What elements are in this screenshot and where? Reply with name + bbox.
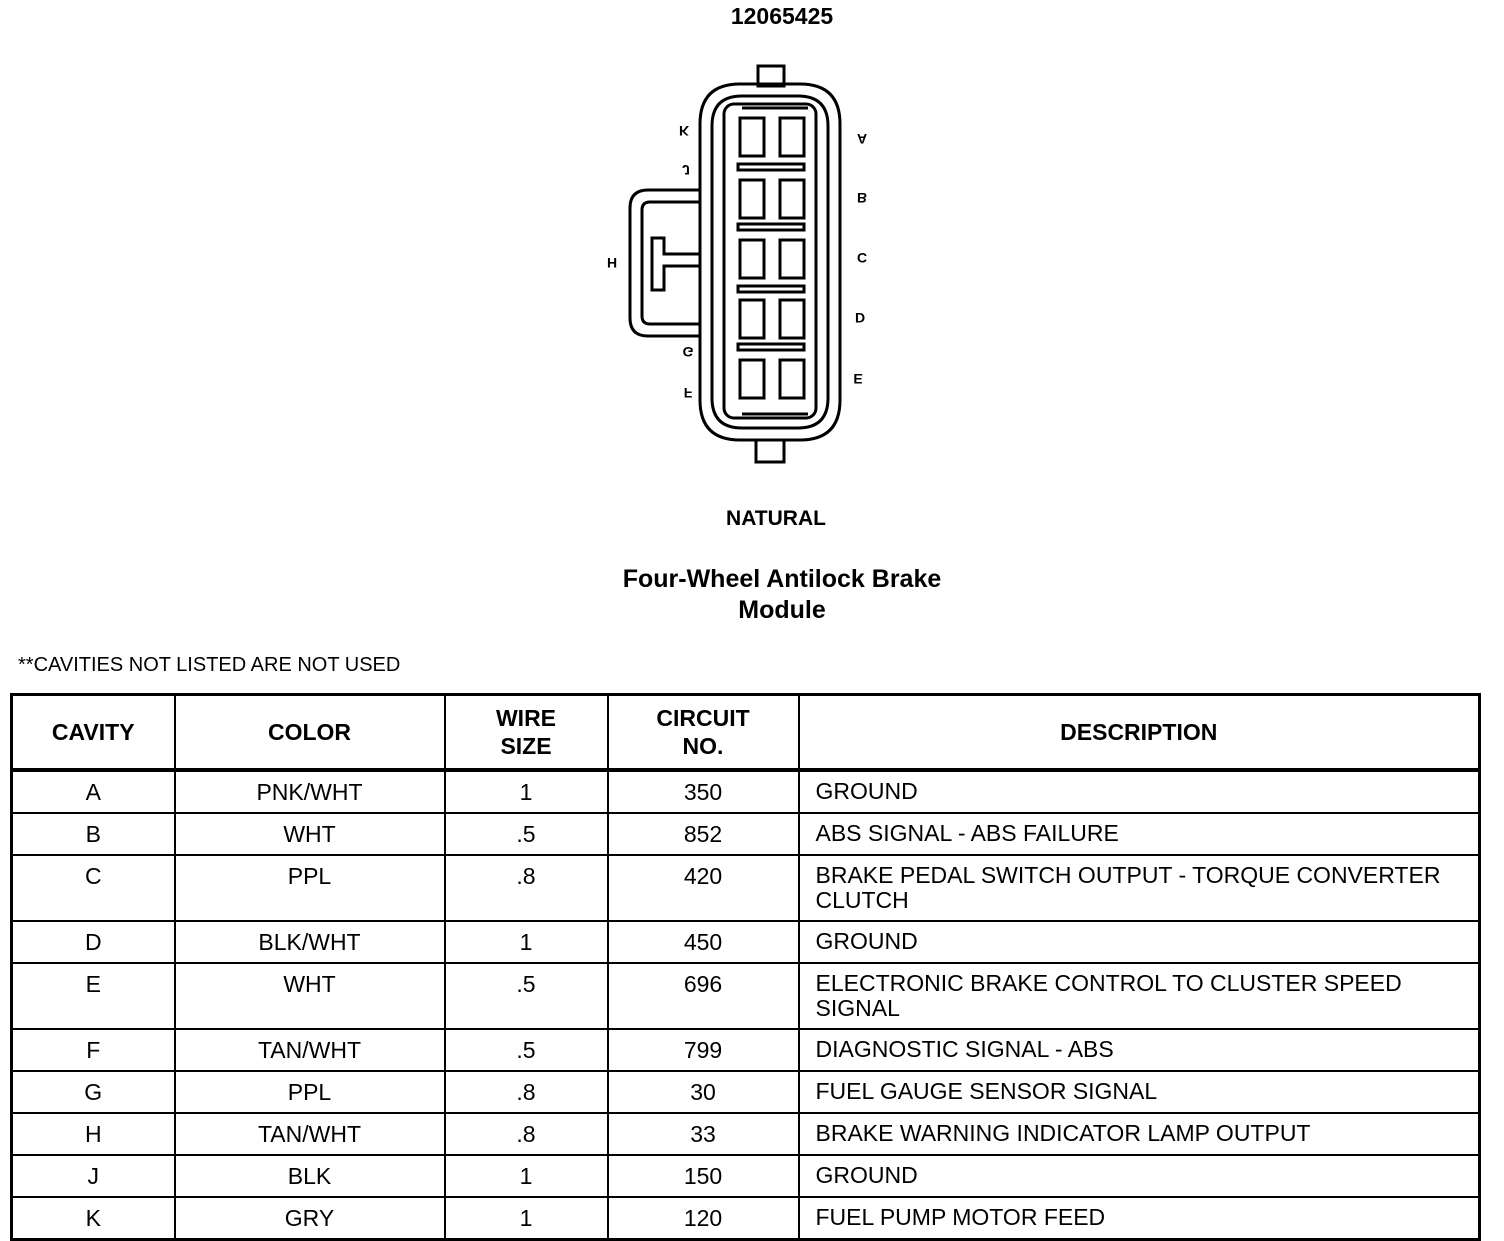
cavity-label-j: J (682, 162, 690, 178)
cell-description: DIAGNOSTIC SIGNAL - ABS (799, 1029, 1480, 1071)
cell-cavity: E (12, 963, 175, 1029)
inner-shell (712, 96, 828, 428)
cell-wire-size: .8 (445, 1113, 608, 1155)
cell-description: ELECTRONIC BRAKE CONTROL TO CLUSTER SPEED SIGNAL (799, 963, 1480, 1029)
header-wire-size (445, 695, 608, 771)
terminal-cavity (780, 118, 804, 156)
terminal-cavity (740, 118, 764, 156)
header-wire-size-2: SIZE (500, 733, 552, 759)
cell-cavity: G (12, 1071, 175, 1113)
table-row (12, 770, 1480, 813)
cell-description: GROUND (799, 770, 1480, 813)
table-row (12, 1029, 1480, 1071)
cell-cavity: J (12, 1155, 175, 1197)
cell-description: GROUND (799, 1155, 1480, 1197)
terminal-cavity (780, 300, 804, 338)
cell-circuit: 852 (608, 813, 799, 855)
cell-description: BRAKE PEDAL SWITCH OUTPUT - TORQUE CONVERTER CLUTCH (799, 855, 1480, 921)
cell-cavity: D (12, 921, 175, 963)
cell-description: FUEL GAUGE SENSOR SIGNAL (799, 1071, 1480, 1113)
cell-color: GRY (175, 1197, 445, 1240)
header-row (12, 695, 1480, 771)
cell-circuit: 30 (608, 1071, 799, 1113)
cell-description: FUEL PUMP MOTOR FEED (799, 1197, 1480, 1240)
table-row (12, 921, 1480, 963)
table-row (12, 1197, 1480, 1240)
header-wire-size-1: WIRE (495, 705, 557, 731)
cell-color: PNK/WHT (175, 770, 445, 813)
pinout-table (10, 693, 1481, 1241)
cell-wire-size: 1 (445, 1197, 608, 1240)
cell-description: GROUND (799, 921, 1480, 963)
cavity-body (724, 104, 816, 418)
table-row (12, 1155, 1480, 1197)
cell-cavity: F (12, 1029, 175, 1071)
cell-wire-size: 1 (445, 770, 608, 813)
bottom-latch (756, 440, 784, 462)
cavity-label-d: D (854, 310, 866, 326)
cell-color: WHT (175, 963, 445, 1029)
cavity-label-c: C (856, 250, 868, 266)
header-circuit-1: CIRCUIT (656, 705, 750, 731)
table-row (12, 813, 1480, 855)
cavity-label-k: K (678, 123, 690, 139)
terminal-cavity (740, 360, 764, 398)
connector-diagram (0, 0, 1504, 500)
cell-circuit: 420 (608, 855, 799, 921)
cell-description: BRAKE WARNING INDICATOR LAMP OUTPUT (799, 1113, 1480, 1155)
cavity-label-a: A (856, 131, 868, 147)
connector-color: NATURAL (726, 507, 826, 530)
cell-color: PPL (175, 855, 445, 921)
part-number: 12065425 (730, 3, 834, 29)
table-row (12, 963, 1480, 1029)
terminal-cavity (780, 240, 804, 278)
cavity-label-e: E (853, 371, 863, 387)
title-line-2: Module (738, 596, 826, 624)
cell-circuit: 696 (608, 963, 799, 1029)
header-description: DESCRIPTION (799, 695, 1480, 771)
cavity-label-g: G (682, 344, 694, 360)
cell-wire-size: 1 (445, 921, 608, 963)
header-circuit (608, 695, 799, 771)
cavity-label-f: F (683, 385, 693, 401)
cell-wire-size: .8 (445, 855, 608, 921)
terminal-cavity (740, 240, 764, 278)
cell-cavity: C (12, 855, 175, 921)
connector-title (0, 564, 1504, 626)
cell-cavity: A (12, 770, 175, 813)
cavity-label-b: B (856, 190, 868, 206)
terminal-cavity (780, 360, 804, 398)
cell-color: WHT (175, 813, 445, 855)
cell-description: ABS SIGNAL - ABS FAILURE (799, 813, 1480, 855)
cell-cavity: H (12, 1113, 175, 1155)
cell-cavity: B (12, 813, 175, 855)
t-key (652, 238, 700, 290)
table-row (12, 855, 1480, 921)
cell-circuit: 120 (608, 1197, 799, 1240)
title-line-1: Four-Wheel Antilock Brake (622, 565, 942, 593)
cell-color: BLK (175, 1155, 445, 1197)
cell-wire-size: .5 (445, 1029, 608, 1071)
terminal-cavity (780, 180, 804, 218)
cell-color: TAN/WHT (175, 1113, 445, 1155)
cell-circuit: 150 (608, 1155, 799, 1197)
header-cavity: CAVITY (12, 695, 175, 771)
cell-circuit: 799 (608, 1029, 799, 1071)
cell-cavity: K (12, 1197, 175, 1240)
cavity-label-h: H (606, 255, 618, 271)
cell-wire-size: .5 (445, 813, 608, 855)
unused-cavities-note: **CAVITIES NOT LISTED ARE NOT USED (18, 654, 401, 676)
cell-circuit: 450 (608, 921, 799, 963)
cell-wire-size: 1 (445, 1155, 608, 1197)
table-row (12, 1113, 1480, 1155)
cell-color: TAN/WHT (175, 1029, 445, 1071)
cell-wire-size: .8 (445, 1071, 608, 1113)
cell-circuit: 33 (608, 1113, 799, 1155)
header-circuit-2: NO. (682, 733, 724, 759)
outer-shell (700, 84, 840, 440)
terminal-cavity (740, 180, 764, 218)
cell-circuit: 350 (608, 770, 799, 813)
table-row (12, 1071, 1480, 1113)
cell-color: PPL (175, 1071, 445, 1113)
header-color: COLOR (175, 695, 445, 771)
cell-wire-size: .5 (445, 963, 608, 1029)
terminal-cavity (740, 300, 764, 338)
cell-color: BLK/WHT (175, 921, 445, 963)
